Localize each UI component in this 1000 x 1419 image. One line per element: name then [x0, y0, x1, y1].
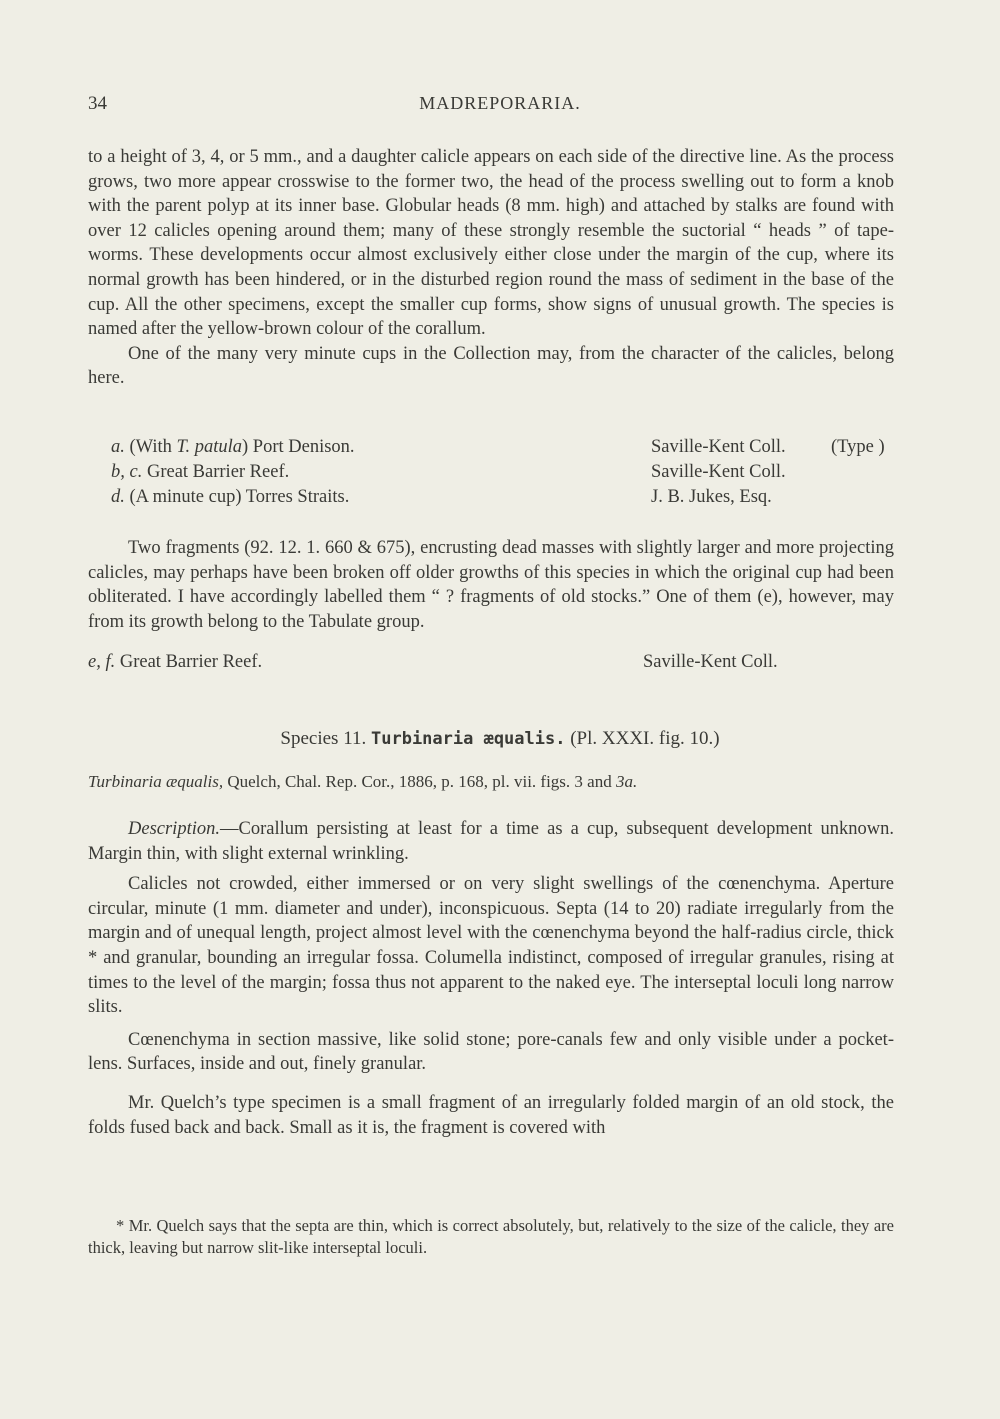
specimen-label: b, c. — [111, 462, 143, 482]
reference-citation: Quelch, Chal. Rep. Cor., 1886, p. 168, pl. vii. figs. 3 and — [223, 772, 616, 791]
specimen-source: J. B. Jukes, Esq. — [651, 487, 772, 507]
paragraph-text: —Corallum persisting at least for a time as a cup, subsequent development unknown. Margin thin, with slight external wrinkling. — [88, 819, 894, 864]
plate-reference: (Pl. XXXI. fig. 10.) — [570, 728, 720, 749]
specimen-source: Saville-Kent Coll. — [643, 652, 778, 672]
specimen-desc: Great Barrier Reef. — [146, 462, 290, 482]
specimen-label: d. — [111, 487, 125, 507]
specimen-desc: Great Barrier Reef. — [119, 652, 263, 672]
specimen-label: e, f. — [88, 652, 116, 672]
specimen-row — [88, 437, 894, 462]
literature-reference — [88, 772, 637, 792]
body-paragraph-1 — [88, 145, 894, 391]
species-name: Turbinaria æqualis. — [371, 729, 566, 749]
specimen-list-2 — [88, 652, 894, 677]
description-lead: Description. — [128, 819, 220, 839]
footnote-text: * Mr. Quelch says that the septa are thin, which is correct absolutely, but, relatively to the size of the calicle, they are thick, leaving but narrow slit-like interseptal loculi. — [88, 1216, 894, 1257]
reference-figure: 3a. — [615, 772, 638, 791]
running-title: MADREPORARIA. — [419, 93, 581, 113]
specimen-source: Saville-Kent Coll. — [651, 437, 786, 457]
specimen-type-note: (Type ) — [831, 437, 885, 457]
specimen-entry — [111, 462, 289, 483]
specimen-list-1 — [88, 437, 894, 512]
specimen-desc: (With — [129, 437, 177, 457]
specimen-entry — [111, 487, 349, 508]
description-section — [88, 817, 894, 1140]
page-number: 34 — [88, 93, 107, 114]
specimen-desc-italic: T. patula — [176, 437, 242, 457]
footnote — [88, 1215, 894, 1259]
specimen-source: Saville-Kent Coll. — [651, 462, 786, 482]
specimen-entry — [111, 437, 355, 458]
reference-taxon: Turbinaria æqualis, — [88, 772, 224, 791]
specimen-desc: ) Port Denison. — [242, 437, 355, 457]
species-heading — [0, 728, 1000, 750]
specimen-row — [88, 462, 894, 487]
specimen-row — [88, 487, 894, 512]
paragraph-text: Two fragments (92. 12. 1. 660 & 675), encrusting dead masses with slightly larger and more projecting calicles, may perhaps have been broken off older growths of this species in which the original cup had been obliterated. I have accordingly labelled them “ ? fragments of old stocks.” One of them (e), however, may from its growth belong to the Tabulate group. — [88, 538, 894, 632]
specimen-desc: (A minute cup) Torres Straits. — [129, 487, 350, 507]
body-paragraph-3 — [88, 536, 894, 634]
description-paragraph — [88, 817, 894, 866]
description-paragraph: Mr. Quelch’s type specimen is a small fragment of an irregularly folded margin of an old stock, the folds fused back and back. Small as it is, the fragment is covered with — [88, 1092, 894, 1138]
description-paragraph: Calicles not crowded, either immersed or on very slight swellings of the cœnenchyma. Aperture circular, minute (1 mm. diameter and under), inconspicuous. Septa (14 to 20) radiate irregularly from the margin and of unequal length, project almost level with the cœnenchyma beyond the half-radius circle, thick * and granular, bounding an irregular fossa. Columella indistinct, composed of irregular granules, rising at times to the level of the margin; fossa thus not apparent to the naked eye. The interseptal loculi long narrow slits. — [88, 874, 894, 1018]
specimen-label: a. — [111, 437, 125, 457]
specimen-entry — [88, 652, 262, 673]
specimen-row — [88, 652, 894, 677]
description-paragraph: Cœnenchyma in section massive, like solid stone; pore-canals few and only visible under a pocket-lens. Surfaces, inside and out, finely granular. — [88, 1029, 894, 1075]
paragraph-text: to a height of 3, 4, or 5 mm., and a daughter calicle appears on each side of the directive line. As the process grows, two more appear crosswise to the former two, the head of the process swelling out to form a knob with the parent polyp at its inner base. Globular heads (8 mm. high) and attached by stalks are found with over 12 calicles opening around them; many of these strongly resemble the suctorial “ heads ” of tape-worms. These developments occur almost exclusively either close under the margin of the cup, where its normal growth has been hindered, or in the disturbed region round the mass of sediment in the base of the cup. All the other specimens, except the smaller cup forms, show signs of unusual growth. The species is named after the yellow-brown colour of the corallum. — [88, 147, 894, 340]
paragraph-text: One of the many very minute cups in the Collection may, from the character of the calicles, belong here. — [88, 343, 894, 389]
species-number: Species 11. — [280, 728, 367, 749]
